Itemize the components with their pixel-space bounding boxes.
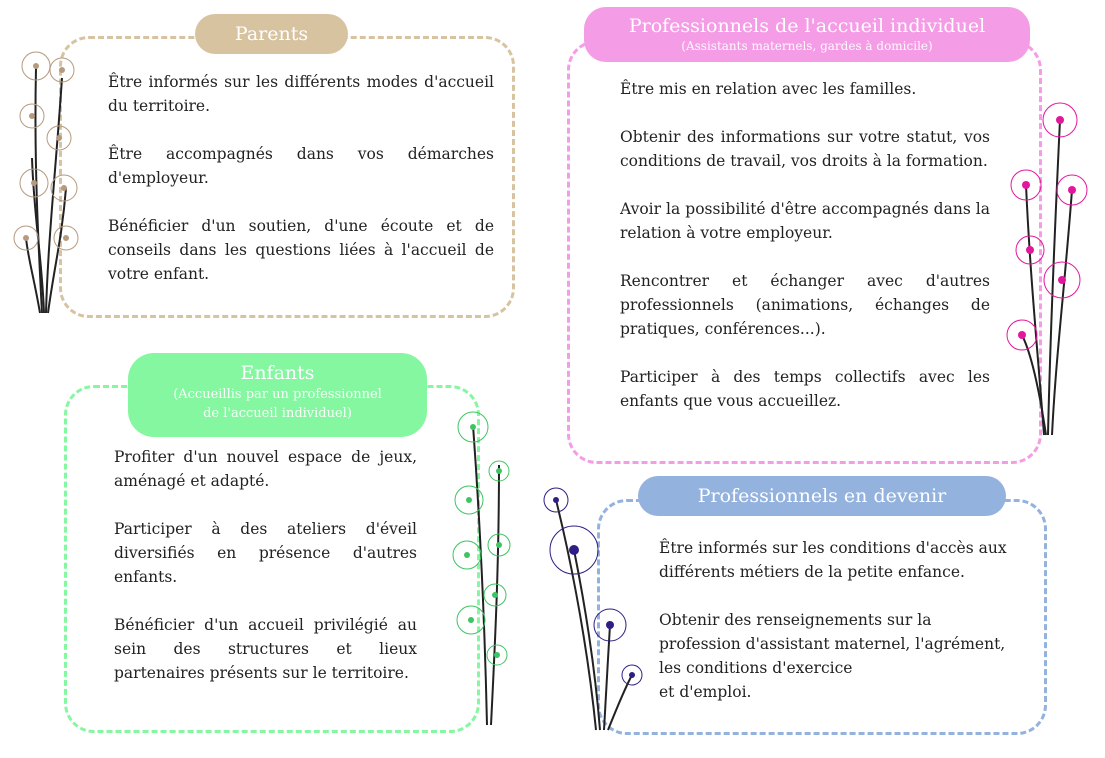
parents-title-pill xyxy=(195,14,348,54)
devenir-title-pill xyxy=(638,476,1006,516)
devenir-line: et d'emploi. xyxy=(659,683,752,701)
enfants-subtitle-line2: de l'accueil individuel) xyxy=(203,406,352,421)
pink-dandelion-icon xyxy=(1000,95,1100,440)
enfants-item: Participer à des ateliers d'éveil diversifiés en présence d'autres enfants. xyxy=(114,520,417,586)
devenir-body xyxy=(659,536,1029,704)
pro-item: Participer à des temps collectifs avec les enfants que vous accueillez. xyxy=(620,368,990,410)
devenir-item: Être informés sur les conditions d'accès aux différents métiers de la petite enfance. xyxy=(659,539,1007,581)
pro-item: Être mis en relation avec les familles. xyxy=(620,80,917,98)
enfants-subtitle-line1: (Accueillis par un professionnel xyxy=(173,387,382,402)
enfants-item: Bénéficier d'un accueil privilégié au sein des structures et lieux partenaires présents sur le territoire. xyxy=(114,616,417,682)
parents-body xyxy=(108,70,494,286)
pro-item: Rencontrer et échanger avec d'autres professionnels (animations, échanges de pratiques, conférences...). xyxy=(620,272,990,338)
parents-title: Parents xyxy=(234,23,309,45)
devenir-line: les conditions d'exercice xyxy=(659,659,853,677)
pro-item: Avoir la possibilité d'être accompagnés dans la relation à votre employeur. xyxy=(620,200,990,242)
pro-title: Professionnels de l'accueil individuel xyxy=(628,15,986,37)
enfants-title-pill xyxy=(128,353,427,437)
pro-subtitle: (Assistants maternels, gardes à domicile) xyxy=(681,39,933,53)
enfants-item: Profiter d'un nouvel espace de jeux, aménagé et adapté. xyxy=(114,448,417,490)
enfants-title: Enfants xyxy=(240,362,315,384)
purple-dandelion-icon xyxy=(536,480,648,732)
enfants-body xyxy=(114,445,417,685)
devenir-line: Obtenir des renseignements sur la xyxy=(659,611,932,629)
devenir-item xyxy=(659,608,1029,704)
pro-title-pill xyxy=(584,7,1030,62)
pro-body xyxy=(620,77,990,413)
green-dandelion-icon xyxy=(443,405,521,727)
parents-item: Bénéficier d'un soutien, d'une écoute et de conseils dans les questions liées à l'accueil de votre enfant. xyxy=(108,217,494,283)
beige-dandelion-icon xyxy=(4,38,88,318)
pro-item: Obtenir des informations sur votre statut, vos conditions de travail, vos droits à la formation. xyxy=(620,128,990,170)
devenir-title: Professionnels en devenir xyxy=(697,485,947,507)
parents-item: Être accompagnés dans vos démarches d'employeur. xyxy=(108,145,494,187)
parents-item: Être informés sur les différents modes d'accueil du territoire. xyxy=(108,73,494,115)
devenir-line: profession d'assistant maternel, l'agrément, xyxy=(659,635,1006,653)
